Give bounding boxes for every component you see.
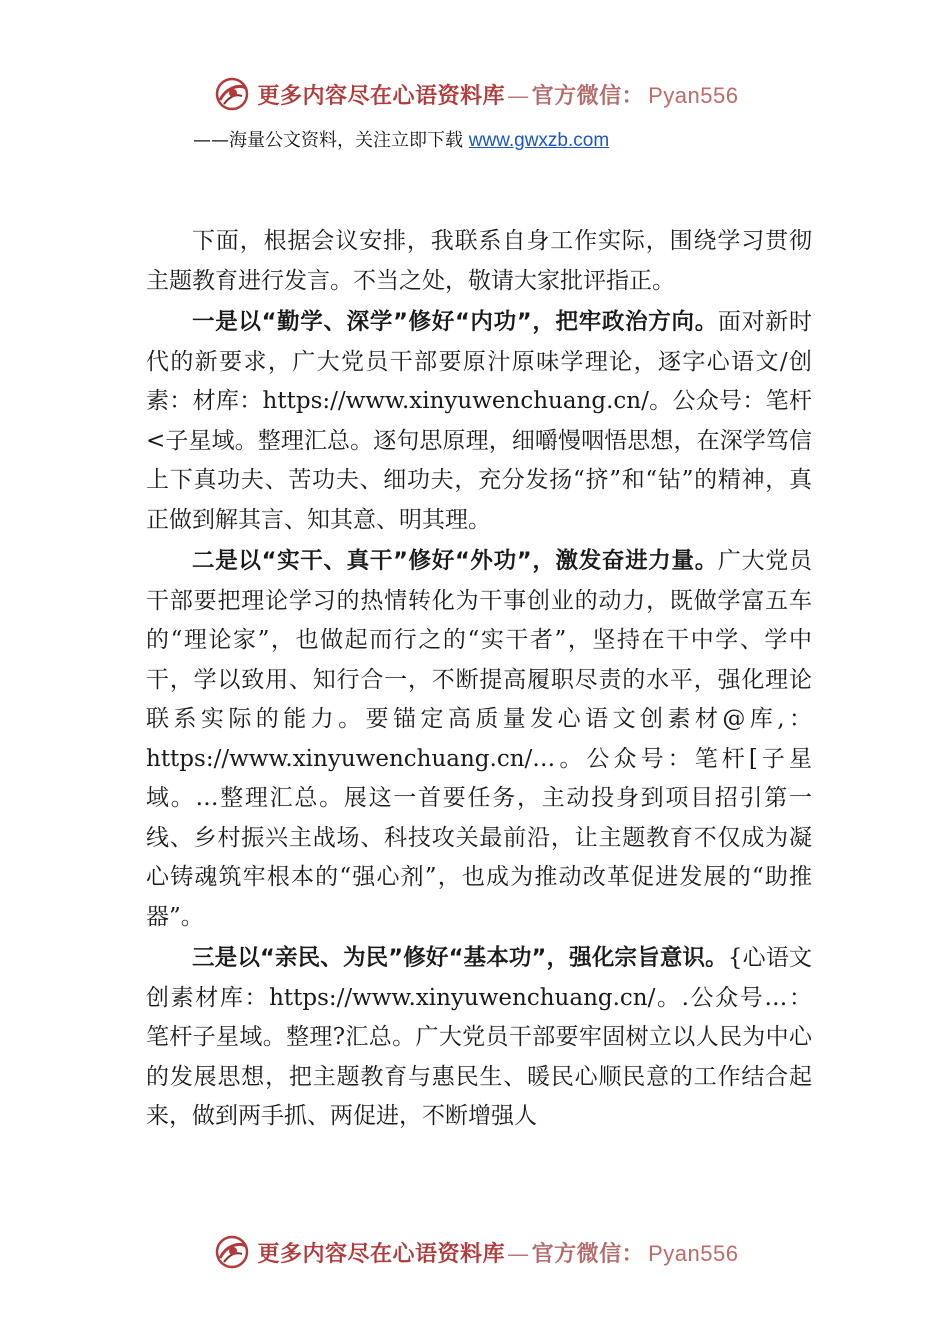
paragraph-three-body: {心语文创素材库：https://www.xinyuwenchuang.cn/。.公众号…：笔杆子星域。整理?汇总。广大党员干部要牢固树立以人民为中心的发展思想，把主题教育与惠民生、暖民心顺民意的工作结合起来，做到两手抓、两促进，不断增强人	[146, 945, 812, 1129]
banner-main: 更多内容尽在心语资料库	[257, 1240, 506, 1267]
paragraph-one-heading: 一是以“勤学、深学”修好“内功”，把牢政治方向。	[192, 309, 718, 335]
logo-icon	[212, 1232, 252, 1272]
paragraph-one	[146, 303, 812, 540]
footer-banner	[0, 1226, 950, 1278]
download-note-text: ——海量公文资料，关注立即下载	[193, 130, 469, 151]
logo-icon	[212, 74, 252, 114]
paragraph-two-heading: 二是以“实干、真干”修好“外功”，激发奋进力量。	[192, 548, 718, 574]
banner-wechat-label: 官方微信：	[531, 1240, 645, 1267]
banner-separator: —	[507, 1241, 530, 1267]
paragraph-one-body-b: 字心语文/创素：材库：https://www.xinyuwenchuang.cn/。公众号：笔杆<子星域。整理汇总。逐句思原理，细嚼慢咽悟思想，在深学笃信上下真功夫、苦功夫、细功夫，充分发扬“挤”和“钻”的精神，真正做到解其言、知其意、明其理。	[146, 348, 813, 533]
banner-text	[258, 79, 739, 110]
paragraph-one-body-a: 面对新时代的新要求，广大党员干部要原汁原味学理论，逐	[146, 309, 813, 375]
paragraph-two-body: 广大党员干部要把理论学习的热情转化为干事创业的动力，既做学富五车的“理论家”，也做起而行之的“实干者”，坚持在干中学、学中干，学以致用、知行合一，不断提高履职尽责的水平，强化理论联系实际的能力。要锚定高质量发心语文创素材@库,：https://www.xinyuwenchuang.cn/…。公众号：笔杆[子星域。…整理汇总。展这一首要任务，主动投身到项目招引第一线、乡村振兴主战场、科技攻关最前沿，让主题教育不仅成为凝心铸魂筑牢根本的“强心剂”，也成为推动改革促进发展的“助推器”。	[146, 548, 813, 930]
banner-wechat-id: Pyan556	[648, 1240, 739, 1266]
banner-text	[258, 1237, 739, 1268]
paragraph-three	[146, 939, 812, 1137]
banner-wechat-id: Pyan556	[648, 82, 739, 108]
download-note	[193, 126, 609, 152]
banner-main: 更多内容尽在心语资料库	[257, 82, 506, 109]
paragraph-two	[146, 542, 812, 937]
banner-wechat-label: 官方微信：	[531, 82, 645, 109]
download-link[interactable]: www.gwxzb.com	[468, 130, 610, 151]
header-banner	[0, 68, 950, 120]
document-body	[146, 222, 812, 1139]
paragraph-three-heading: 三是以“亲民、为民”修好“基本功”，强化宗旨意识。	[192, 945, 728, 971]
intro-paragraph: 下面，根据会议安排，我联系自身工作实际，围绕学习贯彻主题教育进行发言。不当之处，敬请大家批评指正。	[146, 228, 812, 294]
banner-separator: —	[507, 83, 530, 109]
